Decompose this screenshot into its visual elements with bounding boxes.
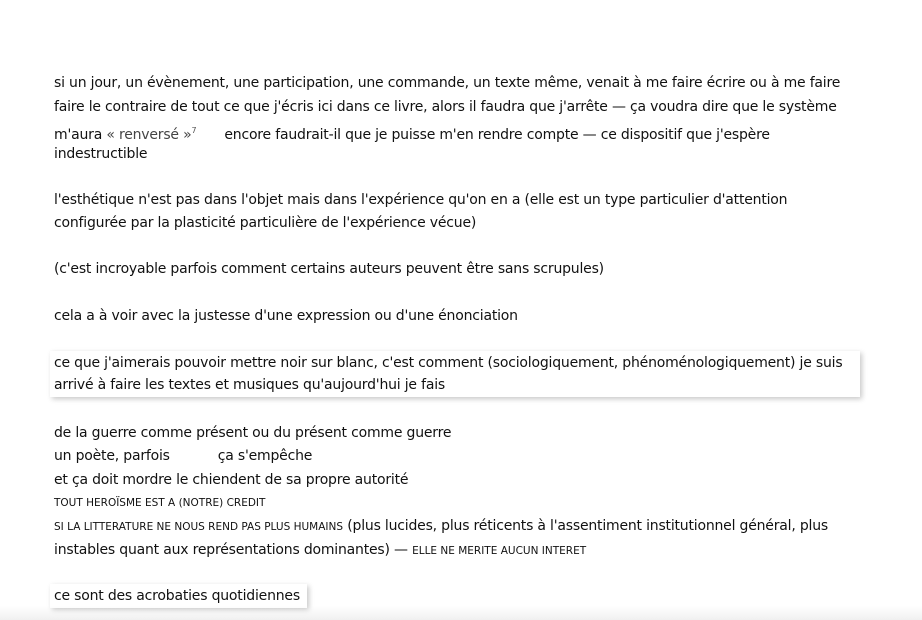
bottom-edge-fade: [0, 606, 922, 620]
line-6-caps: ELLE NE MERITE AUCUN INTERET: [412, 545, 587, 557]
paragraph-1-line-2: faire le contraire de tout ce que j'écris ici dans ce livre, alors il faudra que j'arrête — ça voudra dire que le système: [54, 99, 837, 115]
line-5-caps: SI LA LITTERATURE NE NOUS REND PAS PLUS HUMAINS: [54, 521, 344, 533]
paragraph-2-line-1: l'esthétique n'est pas dans l'objet mais dans l'expérience qu'on en a (elle est un type particulier d'attention: [54, 192, 788, 208]
line-6-start: instables quant aux représentations dominantes) —: [54, 542, 413, 558]
paragraph-6-line-3: et ça doit mordre le chiendent de sa propre autorité: [54, 472, 409, 488]
footnote-marker[interactable]: 7: [191, 126, 197, 135]
paragraph-5-line-2: arrivé à faire les textes et musiques qu'aujourd'hui je fais: [54, 377, 445, 393]
line-3-start: m'aura: [54, 127, 107, 143]
paragraph-7: ce sont des acrobaties quotidiennes: [54, 588, 300, 604]
paragraph-6-line-4: TOUT HEROÏSME EST A (NOTRE) CREDIT: [54, 497, 266, 509]
paragraph-6-line-2: [54, 445, 312, 467]
paragraph-5-line-1: ce que j'aimerais pouvoir mettre noir sur blanc, c'est comment (sociologiquement, phénoménologiquement) je suis: [54, 355, 843, 371]
paragraph-6-line-5: [54, 515, 828, 537]
paragraph-6-line-6: [54, 539, 586, 561]
paragraph-6-line-1: de la guerre comme présent ou du présent comme guerre: [54, 425, 452, 441]
paragraph-1-line-1: si un jour, un évènement, une participation, une commande, un texte même, venait à me faire écrire ou à me faire: [54, 75, 841, 91]
paragraph-3: (c'est incroyable parfois comment certains auteurs peuvent être sans scrupules): [54, 261, 604, 277]
line-5-rest: (plus lucides, plus réticents à l'assentiment institutionnel général, plus: [343, 518, 828, 534]
line-2-part-a: un poète, parfois: [54, 448, 170, 464]
line-3-end: encore faudrait-il que je puisse m'en rendre compte — ce dispositif que j'espère: [224, 127, 770, 143]
paragraph-2-line-2: configurée par la plasticité particulière de l'expérience vécue): [54, 215, 477, 231]
line-2-part-b: ça s'empêche: [217, 448, 313, 464]
paragraph-1-line-3: [54, 120, 770, 142]
paragraph-1-line-4: indestructible: [54, 146, 148, 162]
paragraph-4: cela a à voir avec la justesse d'une expression ou d'une énonciation: [54, 308, 518, 324]
quoted-word: « renversé »: [106, 127, 192, 143]
